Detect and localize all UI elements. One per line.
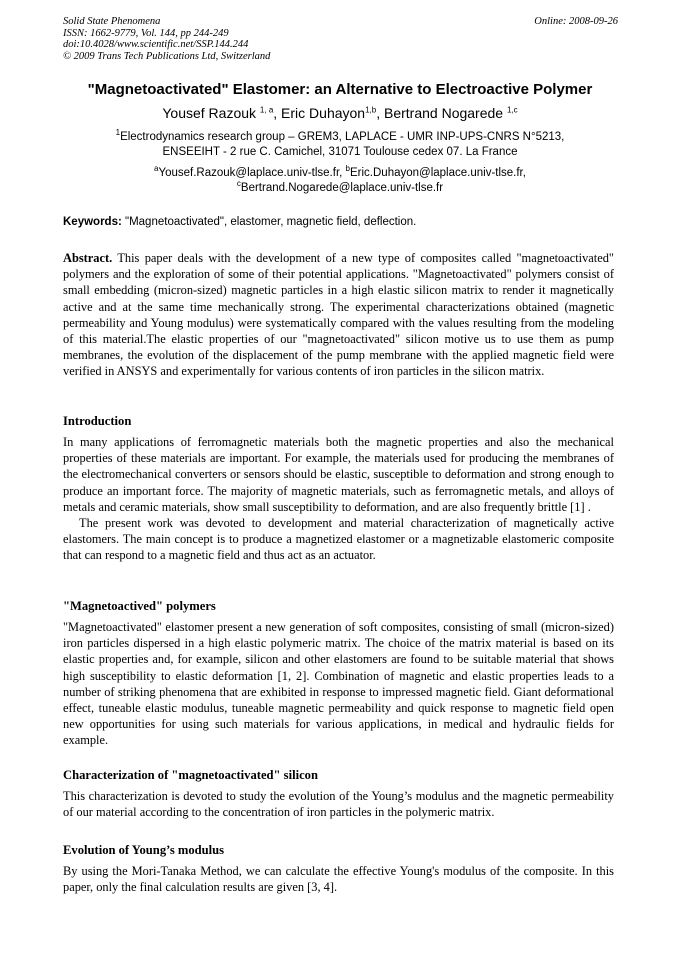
keywords — [63, 215, 618, 229]
paper-title: "Magnetoactivated" Elastomer: an Alternative to Electroactive Polymer — [87, 81, 593, 98]
email-superscript: b — [345, 164, 350, 174]
author-emails — [40, 166, 640, 195]
online-date: Online: 2008-09-26 — [534, 16, 618, 27]
young-modulus-paragraph-1: By using the Mori-Tanaka Method, we can calculate the effective Young's modulus of the composite. In this paper, only the final calculation results are given [3, 4]. — [63, 864, 614, 895]
author-list — [40, 104, 640, 122]
abstract-label: Abstract. — [63, 251, 113, 265]
affiliation-line-1: Electrodynamics research group – GREM3, LAPLACE - UMR INP-UPS-CNRS N°5213, — [120, 131, 565, 143]
characterization-body — [63, 788, 614, 820]
journal-header — [63, 16, 618, 62]
polymers-body — [63, 619, 614, 749]
journal-name: Solid State Phenomena — [63, 16, 161, 27]
journal-issn: ISSN: 1662-9779, Vol. 144, pp 244-249 — [63, 27, 229, 39]
author-separator: , — [273, 105, 282, 121]
section-heading-polymers: "Magnetoactived" polymers — [63, 599, 216, 613]
section-heading-young-modulus: Evolution of Young’s modulus — [63, 843, 225, 857]
journal-copyright: © 2009 Trans Tech Publications Ltd, Switzerland — [63, 50, 271, 62]
affiliation — [40, 130, 640, 159]
introduction-paragraph-1: In many applications of ferromagnetic materials both the magnetic properties and also the mechanical properties of these materials are important. For example, the materials used for producing the membranes of the electromechanical converters or sensors should be elastic, susceptible to deformation and strong enough to produce an important force. The majority of magnetic materials, such as ferromagnetic metals, and alloys of metals and ceramic materials, show small susceptibility to deformation, and are also frequently brittle [1] . — [63, 435, 614, 514]
email-superscript: c — [236, 178, 241, 188]
section-heading-characterization: Characterization of "magnetoactivated" silicon — [63, 768, 318, 782]
author-name: Bertrand Nogarede — [384, 105, 504, 121]
keywords-label: Keywords: — [63, 216, 122, 228]
keywords-text: "Magnetoactivated", elastomer, magnetic field, deflection. — [125, 216, 417, 228]
abstract — [63, 250, 614, 380]
email-b[interactable]: Eric.Duhayon@laplace.univ-tlse.fr, — [350, 167, 526, 179]
affiliation-line-2: ENSEEIHT - 2 rue C. Camichel, 31071 Toulouse cedex 07. La France — [162, 145, 518, 158]
characterization-paragraph-1: This characterization is devoted to study the evolution of the Young’s modulus and the magnetic permeability of our material according to the concentration of iron particles in the polymeric matrix. — [63, 789, 614, 820]
section-heading-introduction: Introduction — [63, 414, 132, 428]
introduction-body — [63, 434, 614, 564]
author-name: Eric Duhayon — [281, 105, 366, 121]
author-superscript: 1,c — [506, 105, 518, 115]
email-superscript: a — [154, 164, 159, 174]
author-superscript: 1,b — [365, 105, 377, 115]
author-name: Yousef Razouk — [162, 105, 257, 121]
email-a[interactable]: Yousef.Razouk@laplace.univ-tlse.fr, — [158, 167, 343, 179]
polymers-paragraph-1: "Magnetoactivated" elastomer present a new generation of soft composites, consisting of small (micron-sized) iron particles dispersed in a high elastic polymeric matrix. The choice of the matrix material is based on its elastic properties and, for example, silicon and other elastomers are found to be suitable material that shows high susceptibility to elastic deformation [1, 2]. Combination of magnetic and elastic properties leads to a number of striking phenomena that are exhibited in response to impressed magnetic field. Giant deformational effect, tuneable elastic modulus, tuneable magnetic permeability and quick response to magnetic field open new opportunities for using such materials for various applications, in medical and hydraulic fields for example. — [63, 620, 614, 748]
young-modulus-body — [63, 863, 614, 895]
author-separator: , — [376, 105, 384, 121]
email-c[interactable]: Bertrand.Nogarede@laplace.univ-tlse.fr — [240, 181, 444, 194]
introduction-paragraph-2: The present work was devoted to development and material characterization of magnetically active elastomers. The main concept is to produce a magnetized elastomer or a magnetizable elastomeric composite that can respond to a magnetic field and thus act as an actuator. — [63, 516, 614, 563]
abstract-text: This paper deals with the development of a new type of composites called "magnetoactivated" polymers and the exploration of some of their potential applications. "Magnetoactivated" polymers consist of small embedding (micron-sized) magnetic particles in a high elastic silicon matrix to render it magnetically active and at the same time mechanically strong. The experimental characterizations obtained (magnetic permeability and Young modulus) were systematically compared with the values resulting from the modeling of this material.The elastic properties of our "magnetoactivated" silicon motive us to use them as pump membranes, the evolution of the displacement of the pump membrane with the applied magnetic field were verified in ANSYS and experimentally for various contents of iron particles in the silicon matrix. — [63, 251, 614, 379]
journal-doi: doi:10.4028/www.scientific.net/SSP.144.244 — [63, 39, 249, 50]
author-superscript: 1, a — [259, 105, 274, 115]
affiliation-superscript: 1 — [115, 128, 121, 138]
